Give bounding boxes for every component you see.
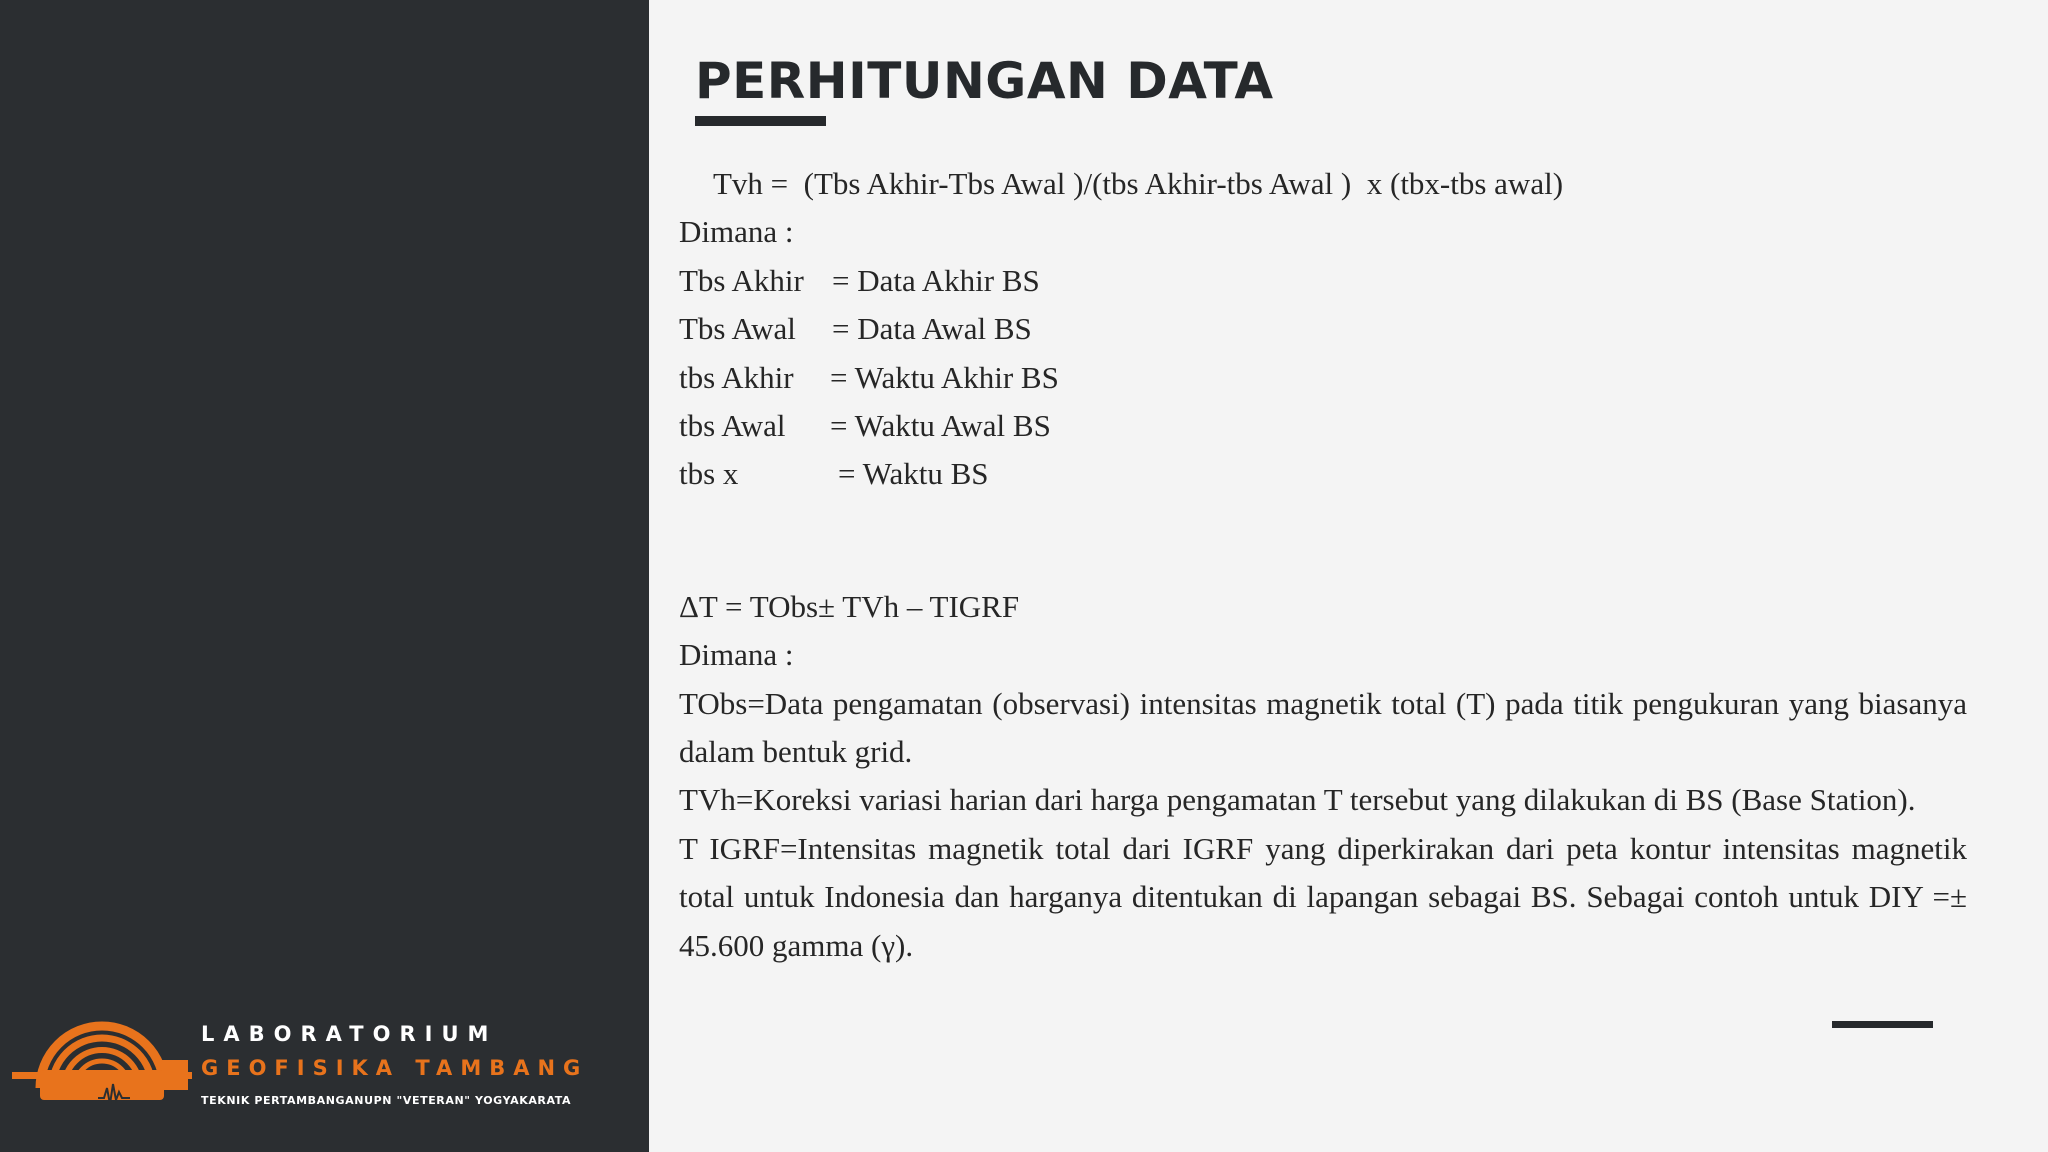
- slide-title: PERHITUNGAN DATA: [695, 52, 1274, 110]
- definition-value: = Data Akhir BS: [832, 262, 1040, 298]
- definition-row: [679, 402, 1967, 450]
- left-panel: [0, 0, 649, 1152]
- seismic-arc-emblem-icon: [12, 1008, 192, 1104]
- where-label-2: Dimana :: [679, 637, 794, 673]
- where-label-1: Dimana :: [679, 214, 794, 250]
- definition-value: = Waktu Akhir BS: [830, 359, 1059, 395]
- definition-tvh: TVh=Koreksi variasi harian dari harga pengamatan T tersebut yang dilakukan di BS (Base Station).: [679, 782, 1916, 818]
- logo-line-institution: TEKNIK PERTAMBANGANUPN "VETERAN" YOGYAKARATA: [201, 1094, 572, 1107]
- definition-term: Tbs Akhir: [679, 262, 804, 298]
- definition-term: tbs Akhir: [679, 359, 794, 395]
- title-underline: [695, 116, 826, 126]
- definition-term: tbs Awal: [679, 408, 786, 444]
- definition-value: = Waktu BS: [838, 456, 989, 492]
- logo-line-laboratorium: LABORATORIUM: [201, 1022, 498, 1046]
- spacer: [679, 499, 1967, 583]
- definition-value: = Waktu Awal BS: [830, 408, 1051, 444]
- definition-tobs: TObs=Data pengamatan (observasi) intensitas magnetik total (T) pada titik pengukuran yang biasanya dalam bentuk grid.: [679, 685, 1967, 770]
- definition-row: [679, 305, 1967, 353]
- definition-term: Tbs Awal: [679, 311, 796, 347]
- logo-line-geofisika-tambang: GEOFISIKA TAMBANG: [201, 1056, 589, 1080]
- decorative-bar: [1832, 1021, 1933, 1028]
- definition-term: tbs x: [679, 456, 739, 492]
- definition-row: [679, 354, 1967, 402]
- definition-row: [679, 257, 1967, 305]
- definition-value: = Data Awal BS: [832, 311, 1032, 347]
- lab-logo: [12, 1008, 632, 1118]
- formula-tvh: Tvh = (Tbs Akhir-Tbs Awal )/(tbs Akhir-tbs Awal ) x (tbx-tbs awal): [713, 166, 1564, 201]
- definition-row: [679, 450, 1967, 498]
- formula-delta-t: ΔT = TObs± TVh – TIGRF: [679, 588, 1020, 624]
- definition-tigrf: T IGRF=Intensitas magnetik total dari IGRF yang diperkirakan dari peta kontur intensitas magnetik total untuk Indonesia dan harganya ditentukan di lapangan sebagai BS. Sebagai contoh untuk DIY =± 45.600 gamma (γ).: [679, 830, 1967, 963]
- slide-content: [679, 160, 1967, 970]
